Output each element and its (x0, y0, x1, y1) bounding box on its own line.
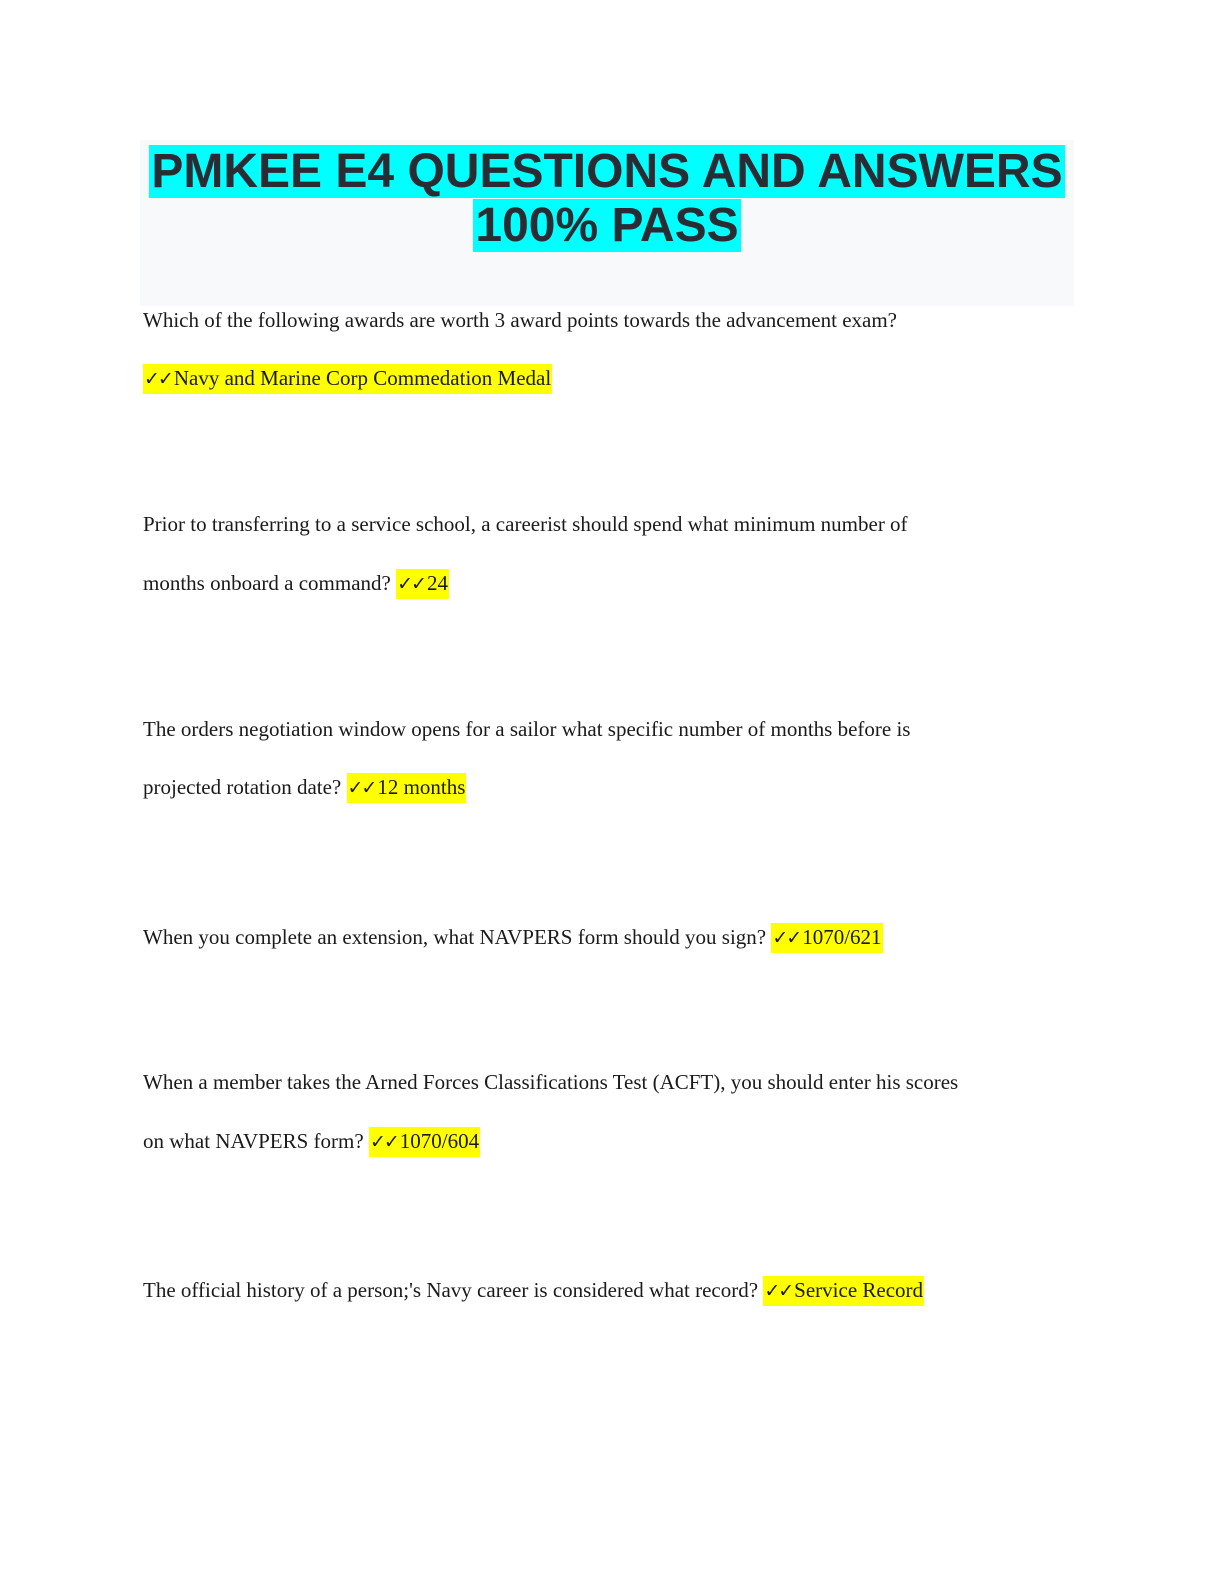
answer-highlight: ✓✓1070/621 (771, 923, 882, 953)
document-title (140, 140, 1074, 306)
double-check-icon: ✓✓ (397, 573, 425, 595)
question-4: When you complete an extension, what NAVPERS form should you sign? ✓✓1070/621 (143, 908, 1083, 968)
question-6: The official history of a person;'s Navy career is considered what record? ✓✓Service Record (143, 1261, 1083, 1321)
question-5: When a member takes the Arned Forces Classifications Test (ACFT), you should enter his scores (143, 1070, 959, 1094)
answer-highlight: ✓✓Service Record (763, 1276, 924, 1306)
title-line-2: 100% PASS (475, 199, 739, 252)
double-check-icon: ✓✓ (772, 927, 801, 949)
double-check-icon: ✓✓ (764, 1280, 793, 1302)
double-check-icon: ✓✓ (369, 1131, 398, 1153)
answer-highlight: ✓✓12 months (347, 773, 467, 803)
question-3-continued: projected rotation date? ✓✓12 months (143, 758, 1083, 818)
question-5-continued: on what NAVPERS form? ✓✓1070/604 (143, 1112, 1083, 1172)
answer-highlight: ✓✓24 (396, 569, 449, 599)
answer-highlight: ✓✓Navy and Marine Corp Commedation Medal (143, 364, 552, 394)
question-2-continued: months onboard a command? ✓✓24 (143, 554, 1083, 614)
answer-highlight: ✓✓1070/604 (369, 1127, 480, 1157)
answer-1 (143, 349, 1083, 409)
question-3: The orders negotiation window opens for a sailor what specific number of months before is (143, 717, 911, 741)
double-check-icon: ✓✓ (144, 368, 172, 390)
question-1: Which of the following awards are worth 3 award points towards the advancement exam? (143, 308, 897, 332)
question-2: Prior to transferring to a service school, a careerist should spend what minimum number of (143, 512, 908, 536)
double-check-icon: ✓✓ (347, 777, 376, 799)
title-line-1: PMKEE E4 QUESTIONS AND ANSWERS (151, 145, 1063, 198)
